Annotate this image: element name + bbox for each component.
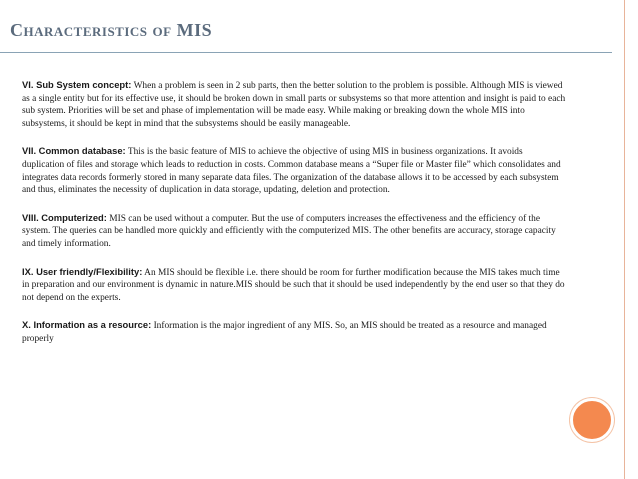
section-text: When a problem is seen in 2 sub parts, then the better solution to the problem is possible. Although MIS is viewed as a single entity but for its effective use, it should be broken down in small parts or subsystems so that more attention and insight is paid to each sub system. Priorities will be set and phase of implementation will be made easy. While making or breaking down the whole MIS into subsystems, it should be kept in mind that the subsystems should be easily manageable. bbox=[22, 81, 566, 129]
section-heading: X. Information as a resource: bbox=[22, 319, 152, 331]
slide-title: Characteristics of MIS bbox=[10, 20, 213, 40]
section-sub-system-concept bbox=[22, 79, 567, 130]
section-common-database bbox=[22, 145, 567, 196]
section-text: This is the basic feature of MIS to achieve the objective of using MIS in business organizations. It avoids duplication of files and storage which leads to reduction in costs. Common database means a “Super file or Master file” which consolidates and integrates data records formerly stored in many separate data files. The organization of the database allows it to be accessed by each subsystem and thus, eliminates the necessity of duplication in data storage, updating, deletion and protection. bbox=[22, 147, 561, 196]
section-text: MIS can be used without a computer. But the use of computers increases the effectiveness and the efficiency of the system. The queries can be handled more quickly and efficiently with the computerized MIS. The other benefits are accuracy, storage capacity and timely information. bbox=[22, 213, 556, 249]
section-text: An MIS should be flexible i.e. there should be room for further modification because the MIS takes much time in preparation and our environment is dynamic in nature.MIS should be such that it should be used independently by the end user so that they do not depend on the experts. bbox=[22, 267, 565, 303]
decorative-circle bbox=[570, 398, 614, 442]
section-text: Information is the major ingredient of any MIS. So, an MIS should be treated as a resource and managed properly bbox=[22, 321, 547, 344]
section-heading: VI. Sub System concept: bbox=[22, 79, 132, 90]
section-heading: IX. User friendly/Flexibility: bbox=[22, 265, 143, 277]
section-information-resource bbox=[22, 319, 567, 345]
section-user-friendly bbox=[22, 266, 567, 305]
section-heading: VII. Common database: bbox=[22, 145, 126, 157]
slide-frame-line bbox=[624, 0, 625, 479]
slide-body bbox=[22, 79, 567, 361]
title-divider bbox=[0, 52, 612, 53]
section-heading: VIII. Computerized: bbox=[22, 211, 107, 223]
section-computerized bbox=[22, 212, 567, 251]
